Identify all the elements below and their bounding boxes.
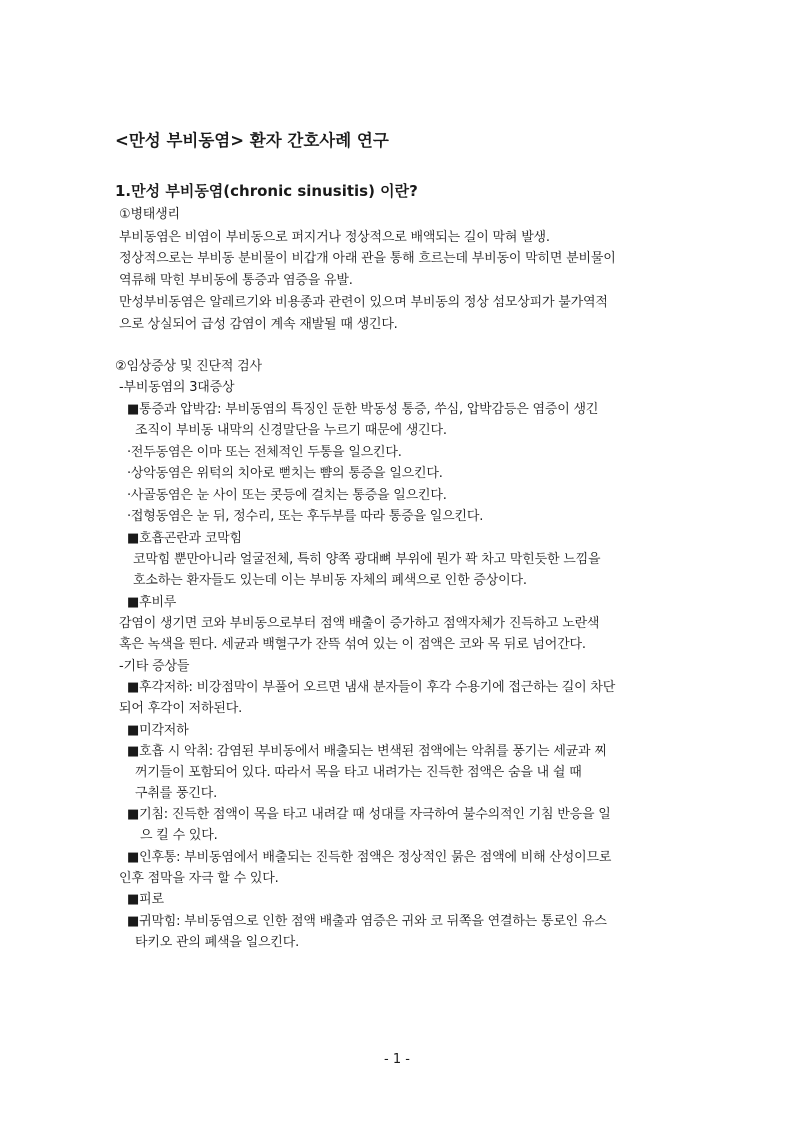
body-line: ·상악동염은 위턱의 치아로 뻗치는 뺨의 통증을 일으킨다. bbox=[127, 466, 443, 481]
subsection-heading: ①병태생리 bbox=[119, 207, 180, 222]
body-line: ·전두동염은 이마 또는 전체적인 두통을 일으킨다. bbox=[127, 445, 402, 460]
body-line: 코막힘 뿐만아니라 얼굴전체, 특히 양쪽 광대뼈 부위에 뭔가 꽉 차고 막힌듯한 느낌을 bbox=[133, 552, 601, 567]
body-line: ■호흡곤란과 코막힘 bbox=[127, 531, 242, 546]
body-line: ■귀막힘: 부비동염으로 인한 점액 배출과 염증은 귀와 코 뒤쪽을 연결하는 통로인 유스 bbox=[127, 914, 607, 929]
body-line: 조직이 부비동 내막의 신경말단을 누르기 때문에 생긴다. bbox=[135, 423, 447, 438]
document-title: <만성 부비동염> 환자 간호사례 연구 bbox=[115, 131, 389, 150]
body-line: 정상적으로는 부비동 분비물이 비갑개 아래 관을 통해 흐르는데 부비동이 막히면 분비물이 bbox=[119, 251, 616, 266]
body-line: ■미각저하 bbox=[127, 723, 189, 738]
subsection-heading: ②임상증상 및 진단적 검사 bbox=[115, 359, 262, 374]
body-line: 으 킬 수 있다. bbox=[140, 828, 218, 843]
body-line: 되어 후각이 저하된다. bbox=[119, 701, 243, 716]
body-line: ■인후통: 부비동염에서 배출되는 진득한 점액은 정상적인 묽은 점액에 비해 산성이므로 bbox=[127, 850, 612, 865]
body-line: 꺼기들이 포함되어 있다. 따라서 목을 타고 내려가는 진득한 점액은 숨을 내 쉴 때 bbox=[135, 765, 582, 780]
body-line: -기타 증상들 bbox=[119, 659, 190, 674]
body-line: ■후비루 bbox=[127, 595, 177, 610]
body-line: 인후 점막을 자극 할 수 있다. bbox=[119, 871, 279, 886]
page-number: - 1 - bbox=[384, 1052, 410, 1067]
body-line: ■후각저하: 비강점막이 부풀어 오르면 냄새 분자들이 후각 수용기에 접근하는 길이 차단 bbox=[127, 680, 616, 695]
body-line: ■기침: 진득한 점액이 목을 타고 내려갈 때 성대를 자극하여 불수의적인 기침 반응을 일 bbox=[127, 807, 611, 822]
section-heading: 1.만성 부비동염(chronic sinusitis) 이란? bbox=[115, 182, 418, 200]
body-line: 역류해 막힌 부비동에 통증과 염증을 유발. bbox=[119, 273, 353, 288]
body-line: 타키오 관의 폐색을 일으킨다. bbox=[135, 935, 300, 950]
body-line: 감염이 생기면 코와 부비동으로부터 점액 배출이 증가하고 점액자체가 진득하고 노란색 bbox=[119, 616, 600, 631]
body-line: 으로 상실되어 급성 감염이 계속 재발될 때 생긴다. bbox=[119, 317, 398, 332]
body-line: ■호흡 시 악취: 감염된 부비동에서 배출되는 변색된 점액에는 악취를 풍기는 세균과 찌 bbox=[127, 744, 607, 759]
body-line: 부비동염은 비염이 부비동으로 퍼지거나 정상적으로 배액되는 길이 막혀 발생. bbox=[119, 230, 550, 245]
body-line: 만성부비동염은 알레르기와 비용종과 관련이 있으며 부비동의 정상 섬모상피가 불가역적 bbox=[119, 295, 608, 310]
body-line: ■피로 bbox=[127, 892, 164, 907]
body-line: -부비동염의 3대증상 bbox=[119, 380, 235, 395]
body-line: ■통증과 압박감: 부비동염의 특징인 둔한 박동성 통증, 쑤심, 압박감등은 염증이 생긴 bbox=[127, 402, 599, 417]
body-line: ·접형동염은 눈 뒤, 정수리, 또는 후두부를 따라 통증을 일으킨다. bbox=[127, 509, 484, 524]
body-line: 혹은 녹색을 띈다. 세균과 백혈구가 잔뜩 섞여 있는 이 점액은 코와 목 뒤로 넘어간다. bbox=[119, 637, 586, 652]
body-line: 구취를 풍긴다. bbox=[135, 786, 218, 801]
body-line: ·사골동염은 눈 사이 또는 콧등에 걸치는 통증을 일으킨다. bbox=[127, 488, 447, 503]
body-line: 호소하는 환자들도 있는데 이는 부비동 자체의 폐색으로 인한 증상이다. bbox=[133, 573, 527, 588]
